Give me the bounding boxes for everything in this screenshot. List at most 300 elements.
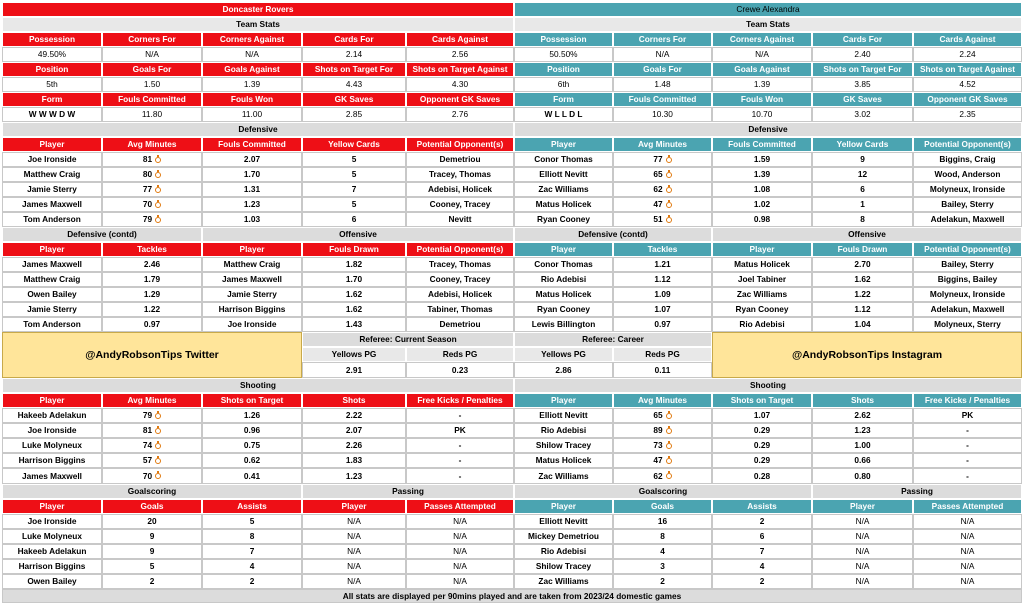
table-cell: 1.31 — [202, 182, 302, 197]
table-cell: Jamie Sterry — [202, 287, 302, 302]
left-shooting-header: Free Kicks / Penalties — [406, 393, 514, 408]
table-cell: N/A — [406, 559, 514, 574]
avg-minutes-value: 62 — [653, 184, 663, 195]
stopwatch-icon — [666, 187, 672, 193]
left-referee-value: 0.23 — [406, 362, 514, 378]
table-cell: Shilow Tracey — [514, 438, 613, 453]
table-cell: 1.83 — [302, 453, 406, 468]
left-goalscoring-header: Assists — [202, 499, 302, 514]
right-stats3-value: W L L D L — [514, 107, 613, 122]
table-cell: Harrison Biggins — [2, 559, 102, 574]
table-cell: - — [913, 453, 1022, 468]
right-stats2-value: 4.52 — [913, 77, 1022, 92]
table-row-player: Tom Anderson — [2, 212, 102, 227]
table-cell: 1.70 — [202, 167, 302, 182]
table-cell: 9 — [102, 544, 202, 559]
right-stats1-label: Possession — [514, 32, 613, 47]
stopwatch-icon — [666, 413, 672, 419]
right-shooting-header: Shots — [812, 393, 913, 408]
left-stats1-label: Corners For — [102, 32, 202, 47]
left-stats3-label: Form — [2, 92, 102, 107]
table-cell — [102, 408, 202, 423]
left-stats1-value: 49.50% — [2, 47, 102, 62]
left-stats3-label: Fouls Committed — [102, 92, 202, 107]
left-stats1-label: Cards For — [302, 32, 406, 47]
left-goalscoring-header: Player — [2, 499, 102, 514]
table-cell: Bailey, Sterry — [913, 257, 1022, 272]
table-cell: 2 — [102, 574, 202, 589]
table-cell: Conor Thomas — [514, 257, 613, 272]
left-shooting-header: Shots — [302, 393, 406, 408]
avg-minutes-value: 73 — [653, 440, 663, 451]
table-cell — [613, 167, 712, 182]
right-defensive-header: Fouls Committed — [712, 137, 812, 152]
right-defensive-header: Yellow Cards — [812, 137, 913, 152]
table-cell: 9 — [812, 152, 913, 167]
right-stats2-value: 1.48 — [613, 77, 712, 92]
table-cell: 1.22 — [102, 302, 202, 317]
left-stats3-value: 2.76 — [406, 107, 514, 122]
table-cell — [102, 152, 202, 167]
table-cell — [102, 212, 202, 227]
table-cell: 7 — [712, 544, 812, 559]
table-cell: 8 — [202, 529, 302, 544]
table-cell: 1.23 — [812, 423, 913, 438]
table-cell: Wood, Anderson — [913, 167, 1022, 182]
right-offensive-header: Fouls Drawn — [812, 242, 913, 257]
right-stats1-label: Cards For — [812, 32, 913, 47]
right-goalscoring-header: Assists — [712, 499, 812, 514]
right-stats2-value: 1.39 — [712, 77, 812, 92]
right-passing-title: Passing — [812, 484, 1022, 499]
table-cell: 1.07 — [613, 302, 712, 317]
table-cell: 1.26 — [202, 408, 302, 423]
table-cell: 2.26 — [302, 438, 406, 453]
left-stats1-label: Possession — [2, 32, 102, 47]
left-goalscoring-title: Goalscoring — [2, 484, 302, 499]
avg-minutes-value: 47 — [653, 455, 663, 466]
left-passing-header: Player — [302, 499, 406, 514]
right-defensive-header: Avg Minutes — [613, 137, 712, 152]
right-stats3-label: GK Saves — [812, 92, 913, 107]
table-cell: N/A — [302, 529, 406, 544]
table-cell: 12 — [812, 167, 913, 182]
avg-minutes-value: 47 — [653, 199, 663, 210]
left-stats3-value: W W W D W — [2, 107, 102, 122]
table-cell — [613, 438, 712, 453]
table-cell: Tracey, Thomas — [406, 257, 514, 272]
table-cell: 9 — [102, 529, 202, 544]
left-passing-title: Passing — [302, 484, 514, 499]
table-cell: Shilow Tracey — [514, 559, 613, 574]
right-stats3-value: 3.02 — [812, 107, 913, 122]
table-cell: 0.97 — [613, 317, 712, 332]
table-cell: N/A — [812, 529, 913, 544]
stopwatch-icon — [666, 172, 672, 178]
table-row-player: Conor Thomas — [514, 152, 613, 167]
left-stats1-label: Cards Against — [406, 32, 514, 47]
table-cell: 2.70 — [812, 257, 913, 272]
right-promo-handle: @AndyRobsonTips Instagram — [712, 332, 1022, 378]
right-stats3-value: 10.70 — [712, 107, 812, 122]
footer-note: All stats are displayed per 90mins played and are taken from 2023/24 domestic games — [2, 589, 1022, 603]
table-cell: 1.12 — [613, 272, 712, 287]
table-row-player: Elliott Nevitt — [514, 167, 613, 182]
left-stats1-value: N/A — [102, 47, 202, 62]
avg-minutes-value: 70 — [142, 199, 153, 210]
left-offensive-header: Fouls Drawn — [302, 242, 406, 257]
left-defensive-header: Yellow Cards — [302, 137, 406, 152]
table-cell: N/A — [913, 514, 1022, 529]
left-stats1-value: N/A — [202, 47, 302, 62]
right-def-contd-header: Tackles — [613, 242, 712, 257]
table-cell: Joel Tabiner — [712, 272, 812, 287]
table-cell: Nevitt — [406, 212, 514, 227]
table-cell: Adelakun, Maxwell — [913, 302, 1022, 317]
table-cell: James Maxwell — [2, 468, 102, 484]
table-cell: 2 — [712, 514, 812, 529]
table-cell: 1.21 — [613, 257, 712, 272]
stopwatch-icon — [155, 443, 161, 449]
left-team-stats-title: Team Stats — [2, 17, 514, 32]
left-stats2-label: Shots on Target For — [302, 62, 406, 77]
right-stats3-value: 2.35 — [913, 107, 1022, 122]
table-cell: 1.82 — [302, 257, 406, 272]
table-row-player: Matthew Craig — [2, 167, 102, 182]
table-cell: - — [913, 468, 1022, 484]
right-defensive-contd-title: Defensive (contd) — [514, 227, 712, 242]
left-stats2-value: 4.30 — [406, 77, 514, 92]
table-cell: Molyneux, Ironside — [913, 287, 1022, 302]
table-row-player: James Maxwell — [2, 197, 102, 212]
table-cell: 0.41 — [202, 468, 302, 484]
table-cell: Adebisi, Holicek — [406, 182, 514, 197]
table-cell: 7 — [202, 544, 302, 559]
table-cell — [613, 408, 712, 423]
table-cell: Joe Ironside — [2, 514, 102, 529]
avg-minutes-value: 65 — [653, 410, 663, 421]
table-row-player: Matus Holicek — [514, 197, 613, 212]
right-shooting-header: Avg Minutes — [613, 393, 712, 408]
table-cell: N/A — [406, 514, 514, 529]
right-passing-header: Player — [812, 499, 913, 514]
table-cell: 1.29 — [102, 287, 202, 302]
stopwatch-icon — [666, 157, 672, 163]
stopwatch-icon — [155, 187, 161, 193]
table-cell: 4 — [712, 559, 812, 574]
table-cell: 1.00 — [812, 438, 913, 453]
table-cell: Luke Molyneux — [2, 529, 102, 544]
table-cell: Mickey Demetriou — [514, 529, 613, 544]
left-stats3-value: 2.85 — [302, 107, 406, 122]
table-cell: 1.12 — [812, 302, 913, 317]
left-passing-header: Passes Attempted — [406, 499, 514, 514]
table-cell: 8 — [812, 212, 913, 227]
left-stats3-label: Opponent GK Saves — [406, 92, 514, 107]
table-cell: 1.22 — [812, 287, 913, 302]
right-shooting-header: Player — [514, 393, 613, 408]
stopwatch-icon — [666, 473, 672, 479]
stopwatch-icon — [155, 157, 161, 163]
avg-minutes-value: 57 — [142, 455, 153, 466]
left-stats2-value: 5th — [2, 77, 102, 92]
table-cell: 1.62 — [302, 302, 406, 317]
table-cell: 7 — [302, 182, 406, 197]
table-cell: - — [406, 453, 514, 468]
table-cell: 0.75 — [202, 438, 302, 453]
table-cell: 1.09 — [613, 287, 712, 302]
right-offensive-title: Offensive — [712, 227, 1022, 242]
table-cell: Hakeeb Adelakun — [2, 408, 102, 423]
stopwatch-icon — [155, 202, 161, 208]
table-cell: 1.02 — [712, 197, 812, 212]
table-cell: Molyneux, Ironside — [913, 182, 1022, 197]
table-row-player: Zac Williams — [514, 182, 613, 197]
table-cell: 1.39 — [712, 167, 812, 182]
right-goalscoring-header: Goals — [613, 499, 712, 514]
table-cell: Harrison Biggins — [202, 302, 302, 317]
table-cell — [102, 453, 202, 468]
right-stats2-label: Shots on Target Against — [913, 62, 1022, 77]
table-cell — [613, 453, 712, 468]
table-cell: 3 — [613, 559, 712, 574]
table-cell: N/A — [812, 514, 913, 529]
table-cell: Jamie Sterry — [2, 302, 102, 317]
left-referee-title: Referee: Current Season — [302, 332, 514, 347]
table-cell: Luke Molyneux — [2, 438, 102, 453]
avg-minutes-value: 80 — [142, 169, 153, 180]
table-cell: Matus Holicek — [514, 287, 613, 302]
table-cell: Adelakun, Maxwell — [913, 212, 1022, 227]
table-cell: 5 — [102, 559, 202, 574]
table-cell: 1 — [812, 197, 913, 212]
table-cell: N/A — [302, 574, 406, 589]
table-cell: PK — [406, 423, 514, 438]
left-shooting-title: Shooting — [2, 378, 514, 393]
table-cell: 1.08 — [712, 182, 812, 197]
right-stats2-value: 6th — [514, 77, 613, 92]
table-cell: 0.66 — [812, 453, 913, 468]
right-goalscoring-header: Player — [514, 499, 613, 514]
right-team-title: Crewe Alexandra — [514, 2, 1022, 17]
table-cell: 5 — [302, 152, 406, 167]
table-cell: Biggins, Bailey — [913, 272, 1022, 287]
table-cell: Tabiner, Thomas — [406, 302, 514, 317]
avg-minutes-value: 51 — [653, 214, 663, 225]
table-cell: N/A — [913, 574, 1022, 589]
left-stats1-value: 2.56 — [406, 47, 514, 62]
table-cell: N/A — [406, 529, 514, 544]
table-cell: Adebisi, Holicek — [406, 287, 514, 302]
table-cell: Matus Holicek — [712, 257, 812, 272]
table-cell: 0.29 — [712, 423, 812, 438]
right-shooting-title: Shooting — [514, 378, 1022, 393]
table-cell: 1.04 — [812, 317, 913, 332]
table-cell: 4 — [202, 559, 302, 574]
table-cell: N/A — [302, 544, 406, 559]
table-cell: 0.62 — [202, 453, 302, 468]
right-stats1-value: 50.50% — [514, 47, 613, 62]
table-cell: 5 — [202, 514, 302, 529]
table-cell: Hakeeb Adelakun — [2, 544, 102, 559]
left-stats2-value: 4.43 — [302, 77, 406, 92]
stopwatch-icon — [666, 428, 672, 434]
right-stats1-value: 2.24 — [913, 47, 1022, 62]
left-stats1-label: Corners Against — [202, 32, 302, 47]
stopwatch-icon — [666, 443, 672, 449]
table-cell: 16 — [613, 514, 712, 529]
table-cell: N/A — [406, 544, 514, 559]
avg-minutes-value: 70 — [142, 470, 153, 481]
table-cell: 2 — [712, 574, 812, 589]
table-cell: - — [913, 438, 1022, 453]
avg-minutes-value: 77 — [653, 154, 663, 165]
right-stats2-label: Goals Against — [712, 62, 812, 77]
table-cell: Zac Williams — [514, 574, 613, 589]
left-stats2-label: Position — [2, 62, 102, 77]
table-cell: N/A — [302, 514, 406, 529]
table-cell — [613, 212, 712, 227]
left-shooting-header: Shots on Target — [202, 393, 302, 408]
table-cell: Cooney, Tracey — [406, 272, 514, 287]
left-defensive-header: Fouls Committed — [202, 137, 302, 152]
left-offensive-header: Potential Opponent(s) — [406, 242, 514, 257]
left-def-contd-header: Tackles — [102, 242, 202, 257]
table-cell: 0.28 — [712, 468, 812, 484]
left-team-title: Doncaster Rovers — [2, 2, 514, 17]
left-defensive-header: Player — [2, 137, 102, 152]
left-stats2-label: Shots on Target Against — [406, 62, 514, 77]
right-shooting-header: Free Kicks / Penalties — [913, 393, 1022, 408]
table-cell: Matthew Craig — [202, 257, 302, 272]
table-cell: 8 — [613, 529, 712, 544]
table-cell: 0.29 — [712, 453, 812, 468]
right-referee-value: 2.86 — [514, 362, 613, 378]
table-cell: N/A — [302, 559, 406, 574]
table-cell: Joe Ironside — [2, 423, 102, 438]
right-stats3-label: Fouls Committed — [613, 92, 712, 107]
left-shooting-header: Avg Minutes — [102, 393, 202, 408]
right-referee-header: Yellows PG — [514, 347, 613, 362]
table-cell: 0.97 — [102, 317, 202, 332]
right-shooting-header: Shots on Target — [712, 393, 812, 408]
table-cell: - — [406, 468, 514, 484]
table-cell: Cooney, Tracey — [406, 197, 514, 212]
table-cell — [613, 152, 712, 167]
right-stats1-value: 2.40 — [812, 47, 913, 62]
table-cell: Zac Williams — [712, 287, 812, 302]
table-cell: 5 — [302, 197, 406, 212]
table-cell: Elliott Nevitt — [514, 408, 613, 423]
table-cell: - — [406, 408, 514, 423]
table-cell: 1.03 — [202, 212, 302, 227]
table-cell: N/A — [812, 544, 913, 559]
table-cell: N/A — [406, 574, 514, 589]
left-goalscoring-header: Goals — [102, 499, 202, 514]
table-cell: 2.22 — [302, 408, 406, 423]
table-cell: 1.70 — [302, 272, 406, 287]
right-stats3-label: Opponent GK Saves — [913, 92, 1022, 107]
table-cell: James Maxwell — [2, 257, 102, 272]
table-cell — [613, 182, 712, 197]
right-stats2-label: Goals For — [613, 62, 712, 77]
table-cell: N/A — [812, 559, 913, 574]
table-cell: Rio Adebisi — [514, 544, 613, 559]
left-stats2-value: 1.39 — [202, 77, 302, 92]
stopwatch-icon — [666, 202, 672, 208]
right-referee-header: Reds PG — [613, 347, 712, 362]
table-cell: 0.29 — [712, 438, 812, 453]
avg-minutes-value: 89 — [653, 425, 663, 436]
stopwatch-icon — [666, 458, 672, 464]
left-defensive-header: Avg Minutes — [102, 137, 202, 152]
stopwatch-icon — [155, 428, 161, 434]
left-stats3-label: Fouls Won — [202, 92, 302, 107]
stopwatch-icon — [155, 473, 161, 479]
table-cell: Molyneux, Sterry — [913, 317, 1022, 332]
avg-minutes-value: 79 — [142, 410, 153, 421]
stopwatch-icon — [155, 217, 161, 223]
stopwatch-icon — [155, 458, 161, 464]
avg-minutes-value: 74 — [142, 440, 153, 451]
right-referee-title: Referee: Career — [514, 332, 712, 347]
table-cell: Tracey, Thomas — [406, 167, 514, 182]
table-cell: 6 — [712, 529, 812, 544]
avg-minutes-value: 65 — [653, 169, 663, 180]
avg-minutes-value: 79 — [142, 214, 153, 225]
table-cell: 1.23 — [302, 468, 406, 484]
table-cell: 6 — [302, 212, 406, 227]
table-cell: Rio Adebisi — [514, 272, 613, 287]
table-cell: Lewis Billington — [514, 317, 613, 332]
right-stats1-label: Corners Against — [712, 32, 812, 47]
table-cell: 2.62 — [812, 408, 913, 423]
right-stats2-label: Shots on Target For — [812, 62, 913, 77]
table-cell — [102, 182, 202, 197]
left-stats2-label: Goals Against — [202, 62, 302, 77]
right-offensive-header: Player — [712, 242, 812, 257]
table-cell: Joe Ironside — [202, 317, 302, 332]
table-cell: Matus Holicek — [514, 453, 613, 468]
table-cell: Elliott Nevitt — [514, 514, 613, 529]
left-referee-header: Reds PG — [406, 347, 514, 362]
table-cell — [102, 438, 202, 453]
table-cell: 4 — [613, 544, 712, 559]
right-stats1-label: Cards Against — [913, 32, 1022, 47]
table-cell: Ryan Cooney — [514, 302, 613, 317]
table-cell: James Maxwell — [202, 272, 302, 287]
avg-minutes-value: 81 — [142, 154, 153, 165]
right-defensive-title: Defensive — [514, 122, 1022, 137]
avg-minutes-value: 62 — [653, 470, 663, 481]
right-goalscoring-title: Goalscoring — [514, 484, 812, 499]
table-cell: 1.79 — [102, 272, 202, 287]
left-referee-value: 2.91 — [302, 362, 406, 378]
table-cell: Matthew Craig — [2, 272, 102, 287]
table-cell: Ryan Cooney — [712, 302, 812, 317]
table-cell — [102, 468, 202, 484]
left-stats2-label: Goals For — [102, 62, 202, 77]
table-cell: Biggins, Craig — [913, 152, 1022, 167]
table-cell: 0.96 — [202, 423, 302, 438]
left-offensive-header: Player — [202, 242, 302, 257]
right-stats2-label: Position — [514, 62, 613, 77]
table-cell — [613, 468, 712, 484]
avg-minutes-value: 81 — [142, 425, 153, 436]
table-cell: 2.07 — [302, 423, 406, 438]
avg-minutes-value: 77 — [142, 184, 153, 195]
right-defensive-header: Potential Opponent(s) — [913, 137, 1022, 152]
